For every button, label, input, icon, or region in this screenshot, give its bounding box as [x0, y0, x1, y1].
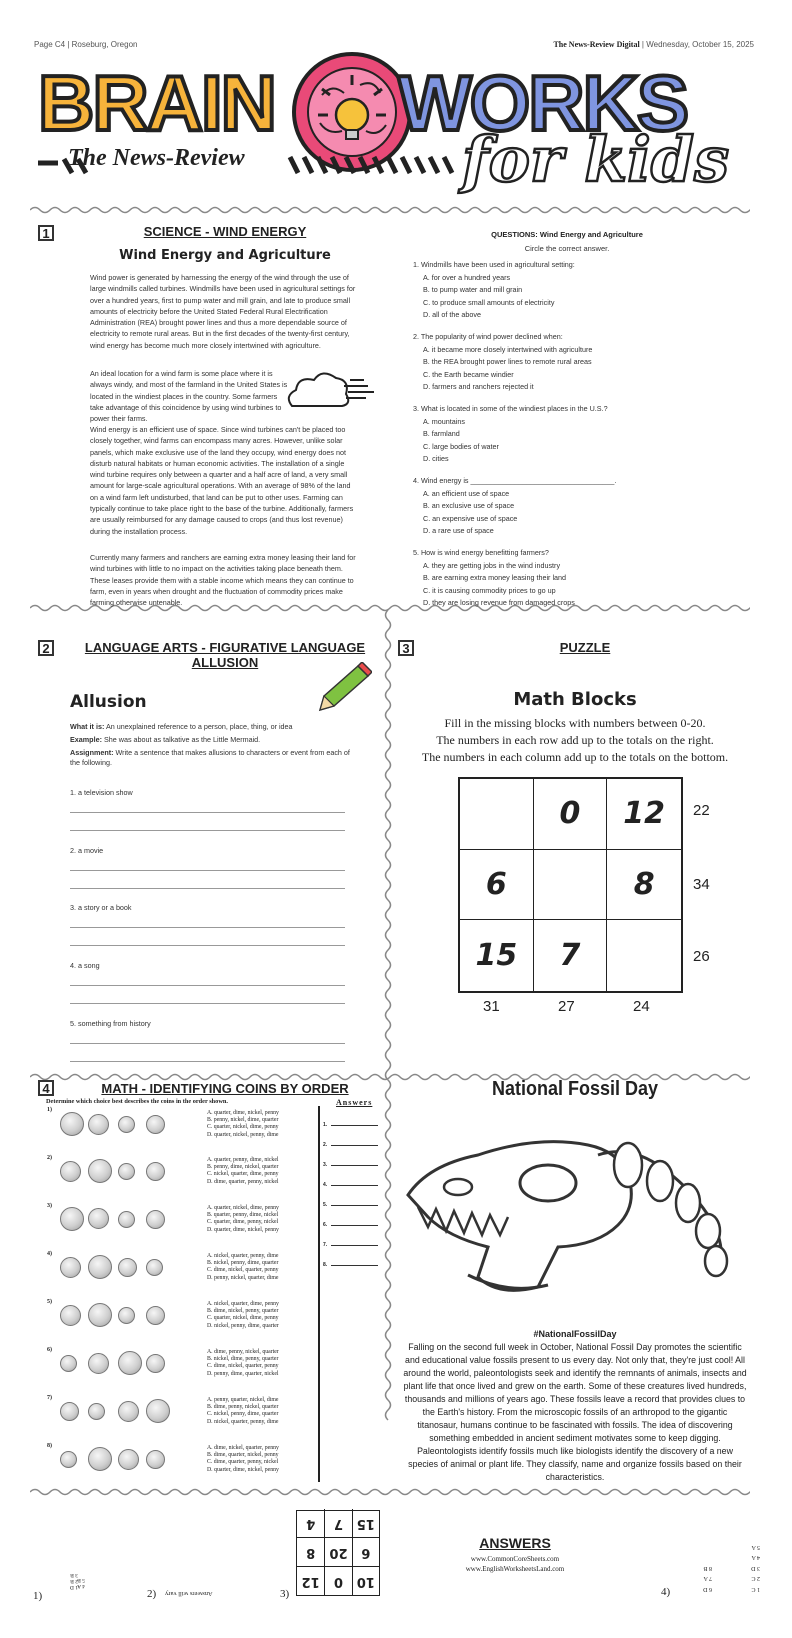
article-title: Wind Energy and Agriculture — [119, 248, 331, 263]
section-number: 2 — [38, 640, 54, 656]
answer-blank[interactable] — [323, 1122, 378, 1128]
answer-number: 1. — [323, 1122, 328, 1128]
answer-key-4-col2 — [690, 1562, 712, 1594]
writing-line[interactable] — [70, 830, 345, 831]
answer-option[interactable]: A. they are getting jobs in the wind industry — [423, 560, 561, 570]
writing-line[interactable] — [70, 812, 345, 813]
example-label: Example: — [70, 735, 102, 744]
answer-blank[interactable] — [323, 1142, 378, 1148]
example-text: She was about as talkative as the Little Mermaid. — [101, 735, 261, 744]
coin-options[interactable]: A. quarter, dime, nickel, penny B. penny, nickel, dime, quarter C. quarter, nickel, dime, penny D. quarter, nickel, penny, dime — [207, 1110, 279, 1138]
answer-option[interactable]: C. the Earth became windier — [423, 369, 514, 379]
vertical-divider — [383, 610, 393, 1490]
section-number: 1 — [38, 225, 54, 241]
question-block — [413, 475, 723, 538]
coin-options[interactable]: A. quarter, nickel, dime, penny B. quarter, penny, dime, nickel C. quarter, dime, penny, nickel D. quarter, dime, nickel, penny — [207, 1205, 279, 1233]
answer-key-line: 5 A — [751, 1544, 760, 1550]
answer-option[interactable]: B. the REA brought power lines to remote rural areas — [423, 357, 592, 366]
answer-grid-cell: 20 — [324, 1537, 351, 1566]
answer-label: 4) — [661, 1586, 671, 1598]
writing-prompt: 4. a song — [70, 961, 100, 970]
answer-label: 3) — [280, 1588, 290, 1600]
writing-prompt: 5. something from history — [70, 1019, 151, 1028]
answer-option[interactable]: C. large bodies of water — [423, 441, 499, 451]
logo-newspaper: The News-Review — [68, 145, 245, 171]
answer-grid-cell: 4 — [306, 1516, 316, 1531]
answer-number: 7. — [323, 1242, 328, 1248]
writing-prompt: 1. a television show — [70, 788, 133, 797]
questions-instruction: Circle the correct answer. — [524, 244, 610, 253]
answer-key-1b — [55, 1575, 85, 1589]
penny-coin-icon — [146, 1450, 165, 1469]
answer-option[interactable]: D. they are losing revenue from damaged crops — [423, 598, 575, 607]
quarter-coin-icon — [60, 1207, 84, 1231]
coin-options[interactable]: A. nickel, quarter, penny, dime B. nickel, penny, dime, quarter C. dime, nickel, quarter, penny D. penny, nickel, quarter, dime — [207, 1253, 279, 1281]
section-subtitle: ALLUSION — [191, 655, 259, 670]
penny-coin-icon — [146, 1306, 165, 1325]
penny-coin-icon — [146, 1115, 165, 1134]
publication-date: Wednesday, October 15, 2025 — [646, 40, 754, 49]
writing-prompt: 2. a movie — [70, 846, 104, 855]
puzzle-instruction: Fill in the missing blocks with numbers between 0-20. — [444, 716, 706, 730]
answer-key-line: 1 D — [69, 1584, 78, 1590]
answer-key-line: 3 B — [70, 1572, 78, 1578]
quarter-coin-icon — [88, 1303, 112, 1327]
allusion-heading: Allusion — [70, 692, 147, 712]
answer-key-line: 5 B — [77, 1577, 85, 1583]
section-title: PUZZLE — [559, 640, 611, 655]
answer-option[interactable]: D. all of the above — [423, 310, 481, 319]
coin-item-number: 3) — [47, 1203, 52, 1209]
nickel-coin-icon — [60, 1257, 81, 1278]
answer-number: 3. — [323, 1162, 328, 1168]
grid-cell[interactable] — [460, 779, 534, 850]
writing-line[interactable] — [70, 1043, 345, 1044]
answer-option[interactable]: C. an expensive use of space — [423, 513, 518, 523]
quarter-coin-icon — [60, 1112, 84, 1136]
dime-coin-icon — [118, 1163, 135, 1180]
logo-for-kids: for kids — [462, 123, 730, 196]
coin-options[interactable]: A. quarter, penny, dime, nickel B. penny, dime, nickel, quarter C. nickel, quarter, dime, penny D. dime, quarter, penny, nickel — [207, 1157, 279, 1185]
answer-key-line: 6 D — [703, 1586, 712, 1592]
answer-grid-cell: 6 — [352, 1537, 379, 1566]
answer-option[interactable]: A. for over a hundred years — [423, 272, 511, 282]
question-block — [413, 331, 723, 394]
question-text: 1. Windmills have been used in agricultural setting: — [413, 260, 575, 269]
answer-label: 1) — [33, 1590, 43, 1602]
article-paragraph: An ideal location for a wind farm is some place where it is always windy, and most of the farmland in the United States is located in the windiest places in the country. Some farmers take advantage of this coincidence by using wind turbines to power their farms. — [90, 369, 288, 424]
column-total: 27 — [558, 998, 575, 1015]
logo-works: WORKS — [398, 59, 687, 147]
answer-option[interactable]: D. cities — [423, 454, 449, 463]
grid-cell[interactable]: 12 — [607, 779, 681, 850]
quarter-coin-icon — [88, 1447, 112, 1471]
answer-option[interactable]: D. farmers and ranchers rejected it — [423, 382, 534, 391]
penny-coin-icon — [60, 1402, 79, 1421]
answer-option[interactable]: B. to pump water and mill grain — [423, 285, 523, 294]
dime-coin-icon — [88, 1403, 105, 1420]
dinosaur-skull-icon — [398, 1115, 748, 1315]
grid-cell[interactable]: 7 — [534, 920, 608, 991]
writing-line[interactable] — [70, 1061, 345, 1062]
coin-options[interactable]: A. nickel, quarter, dime, penny B. dime, nickel, penny, quarter C. quarter, nickel, dime, penny D. nickel, penny, dime, quarter — [207, 1301, 279, 1329]
coin-item-number: 6) — [47, 1347, 52, 1353]
brainworks-logo — [30, 45, 750, 205]
answer-blank[interactable] — [323, 1202, 378, 1208]
answer-number: 8. — [323, 1262, 328, 1268]
grid-cell[interactable]: 8 — [607, 850, 681, 921]
coin-options[interactable]: A. penny, quarter, nickel, dime B. dime, penny, nickel, quarter C. nickel, penny, dime, quarter D. nickel, quarter, penny, dime — [207, 1397, 279, 1425]
article-paragraph: Wind power is generated by harnessing the energy of the wind through the use of large windmills called turbines. Windmills have been used in agricultural settings for over a hundred years, first to pump water and mill grain, and late to produce small amounts of electricity before the United Stated Federal Rural Electrification Administration (REA) brought power lines and thus a more dependable source of electricity to remote rural areas. But in the first decades of the twenty-first century, wind energy has become much more closely intertwined with agriculture. — [90, 273, 356, 350]
article-paragraph: Wind energy is an efficient use of space. Since wind turbines can't be placed too closely together, wind farms can encompass many acres. However, unlike solar panels, which make exclusive use of the land they occupy, wind energy does not disturb natural habitats or human economic activities. The installation of a single wind turbine requires only between a quarter and a half acre of land, a very small amount for large-scale agricultural operations. With an average of 98% of the land on a wind farm left undisturbed, that land can be put to other uses. Farming can typically continue to take place right to the base of the turbine. Additionally, farmers are usually reimbursed for any damage caused to crops (and thus lost revenue) during the installation process. — [90, 425, 354, 536]
what-label: What it is: — [70, 722, 105, 731]
answers-label: Answers — [336, 1098, 373, 1107]
answer-option[interactable]: B. are earning extra money leasing their land — [423, 573, 567, 582]
fossil-hashtag: #NationalFossilDay — [533, 1329, 617, 1339]
quarter-coin-icon — [88, 1255, 112, 1279]
section-title: SCIENCE - WIND ENERGY — [143, 224, 307, 239]
nickel-coin-icon — [60, 1161, 81, 1182]
answer-key-line: 8 B — [703, 1565, 712, 1571]
puzzle-title: Math Blocks — [513, 689, 637, 710]
grid-cell[interactable] — [534, 850, 608, 921]
nickel-coin-icon — [88, 1208, 109, 1229]
answer-grid-cell: 10 — [352, 1566, 379, 1595]
nickel-coin-icon — [88, 1353, 109, 1374]
math-blocks-grid — [458, 777, 683, 993]
question-text: 5. How is wind energy benefitting farmers? — [413, 548, 549, 557]
answer-blank[interactable] — [323, 1262, 378, 1268]
what-text: An unexplained reference to a person, place, thing, or idea — [104, 722, 293, 731]
writing-line[interactable] — [70, 945, 345, 946]
answer-blank[interactable] — [323, 1162, 378, 1168]
penny-coin-icon — [146, 1210, 165, 1229]
row-total: 26 — [693, 948, 710, 965]
column-total: 24 — [633, 998, 650, 1015]
quarter-coin-icon — [118, 1351, 142, 1375]
nickel-coin-icon — [60, 1305, 81, 1326]
writing-line[interactable] — [70, 985, 345, 986]
logo-brain: BRAIN — [38, 59, 275, 147]
penny-coin-icon — [118, 1258, 137, 1277]
answer-option[interactable]: A. it became more closely intertwined with agriculture — [423, 344, 593, 354]
dime-coin-icon — [60, 1355, 77, 1372]
assignment-text: Write a sentence that makes allusions to characters or event from each of the following. — [70, 748, 350, 767]
answer-key-line: 2 C — [751, 1575, 760, 1582]
wind-cloud-icon — [286, 368, 378, 416]
coin-item-number: 1) — [47, 1107, 52, 1113]
assignment-label: Assignment: — [70, 748, 114, 757]
answers-title: ANSWERS — [479, 1535, 551, 1551]
answer-key-line: 4 A — [77, 1583, 85, 1589]
fossil-paragraph: Falling on the second full week in October, National Fossil Day promotes the scientific and educational value fossils present to us every day. Not only that, they're just cool! All around the world, paleontologists seek and identify the remnants of animals, insects and plant life that once lived and grew on the earth. Some of these creatures lived hundreds, thousands and millions of years ago. These fossils leave a record that provides clues to the Earth's history. From the microscopic fossils of an arthropod to the gigantic titanosaur, humans continue to be fascinated with fossils. The idea of discovering something embedded in ancient sediment motivates some to keep digging. Paleontologists identify fossils much like biologists identify the discovery of a new species of animal or plant life. They classify, name and organize fossils based on their characteristics. — [403, 1342, 747, 1482]
answer-grid-cell: 12 — [297, 1566, 324, 1595]
answer-option[interactable]: C. it is causing commodity prices to go up — [423, 585, 556, 595]
coin-options[interactable]: A. dime, nickel, quarter, penny B. dime, quarter, nickel, penny C. dime, quarter, penny, nickel D. quarter, dime, nickel, penny — [207, 1445, 279, 1473]
nickel-coin-icon — [118, 1449, 139, 1470]
dime-coin-icon — [118, 1211, 135, 1228]
puzzle-instruction: The numbers in each row add up to the totals on the right. — [436, 733, 714, 747]
penny-coin-icon — [146, 1354, 165, 1373]
answer-key-line: 1 C — [751, 1586, 760, 1592]
answer-grid-cell: 8 — [297, 1537, 324, 1566]
answer-blank[interactable] — [323, 1182, 378, 1188]
grid-cell[interactable] — [607, 920, 681, 991]
section-number: 4 — [38, 1080, 54, 1096]
dime-coin-icon — [88, 1114, 109, 1135]
assignment — [70, 748, 350, 768]
answer-blank[interactable] — [323, 1242, 378, 1248]
grid-cell[interactable]: 15 — [460, 920, 534, 991]
coin-item-number: 2) — [47, 1155, 52, 1161]
grid-cell[interactable]: 0 — [534, 779, 608, 850]
question-block — [413, 403, 723, 466]
answer-option[interactable]: C. to produce small amounts of electricity — [423, 297, 555, 307]
quarter-coin-icon — [88, 1159, 112, 1183]
pencil-icon — [314, 662, 372, 716]
answer-key-line: 3 D — [751, 1565, 760, 1571]
question-text: 3. What is located in some of the windiest places in the U.S.? — [413, 404, 608, 413]
page-label: Page C4 | Roseburg, Oregon — [34, 40, 138, 49]
dime-coin-icon — [146, 1259, 163, 1276]
answer-key-line: 7 A — [703, 1575, 712, 1582]
coins-instruction: Determine which choice best describes the coins in the order shown. — [46, 1098, 228, 1105]
article-paragraph: Currently many farmers and ranchers are earning extra money leasing their land for wind turbines with little to no impact on the activities taking place beneath them. These leases provide them with a stable income which means they can continue to farm, even in years when drought and the fluctuation of commodity prices make farming otherwise untenable. — [90, 553, 356, 608]
nickel-coin-icon — [118, 1116, 135, 1133]
writing-line[interactable] — [70, 888, 345, 889]
answers-site: www.EnglishWorksheetsLand.com — [465, 1565, 565, 1573]
answer-number: 5. — [323, 1202, 328, 1208]
dime-coin-icon — [60, 1451, 77, 1468]
coin-item-number: 4) — [47, 1251, 52, 1257]
answer-key-2: Answers will vary — [165, 1590, 213, 1597]
answer-option[interactable]: A. an efficient use of space — [423, 488, 510, 498]
answer-grid-cell: 7 — [324, 1509, 351, 1537]
dateline: The News-Review Digital | Wednesday, October 15, 2025 — [553, 40, 754, 49]
writing-line[interactable] — [70, 870, 345, 871]
puzzle-instruction: The numbers in each column add up to the totals on the bottom. — [421, 750, 729, 764]
answer-label: 2) — [147, 1588, 157, 1600]
answer-option[interactable]: B. farmland — [423, 429, 460, 438]
column-total: 31 — [483, 998, 500, 1015]
quarter-coin-icon — [146, 1399, 170, 1423]
answer-option[interactable]: D. a rare use of space — [423, 526, 494, 535]
answer-grid — [296, 1510, 380, 1596]
section-number: 3 — [398, 640, 414, 656]
answer-option[interactable]: B. an exclusive use of space — [423, 501, 515, 510]
example — [70, 735, 360, 744]
row-total: 34 — [693, 876, 710, 893]
question-block — [413, 259, 723, 322]
wavy-divider — [30, 205, 750, 215]
answer-key-line: 2 B — [70, 1578, 78, 1584]
answers-divider — [318, 1106, 320, 1482]
answer-key-line: 4 A — [751, 1554, 760, 1561]
coin-item-number: 8) — [47, 1443, 52, 1449]
coin-options[interactable]: A. dime, penny, nickel, quarter B. nickel, dime, penny, quarter C. dime, nickel, quarter, penny D. penny, dime, quarter, nickel — [207, 1349, 279, 1377]
writing-line[interactable] — [70, 1003, 345, 1004]
paper-name: The News-Review Digital — [553, 40, 640, 49]
question-block — [413, 547, 723, 610]
section-title: LANGUAGE ARTS - FIGURATIVE LANGUAGE — [84, 640, 366, 655]
answer-grid-cell: 15 — [352, 1509, 379, 1537]
dime-coin-icon — [118, 1307, 135, 1324]
answer-blank[interactable] — [323, 1222, 378, 1228]
writing-prompt: 3. a story or a book — [70, 903, 132, 912]
answer-key-4-col1 — [738, 1542, 760, 1594]
penny-coin-icon — [146, 1162, 165, 1181]
fossil-title: National Fossil Day — [491, 1078, 659, 1100]
writing-line[interactable] — [70, 927, 345, 928]
answer-number: 4. — [323, 1182, 328, 1188]
nickel-coin-icon — [118, 1401, 139, 1422]
coin-item-number: 7) — [47, 1395, 52, 1401]
questions-title: QUESTIONS: Wind Energy and Agriculture — [491, 230, 643, 239]
what-it-is — [70, 722, 360, 731]
answer-number: 6. — [323, 1222, 328, 1228]
answer-grid-cell: 0 — [324, 1566, 351, 1595]
question-text: 4. Wind energy is ____________________________________. — [413, 476, 617, 485]
coin-item-number: 5) — [47, 1299, 52, 1305]
grid-cell[interactable]: 6 — [460, 850, 534, 921]
row-total: 22 — [693, 802, 710, 819]
answer-option[interactable]: A. mountains — [423, 416, 465, 426]
answers-site: www.CommonCoreSheets.com — [470, 1555, 560, 1563]
question-text: 2. The popularity of wind power declined when: — [413, 332, 563, 341]
answer-number: 2. — [323, 1142, 328, 1148]
section-title: MATH - IDENTIFYING COINS BY ORDER — [101, 1081, 349, 1096]
